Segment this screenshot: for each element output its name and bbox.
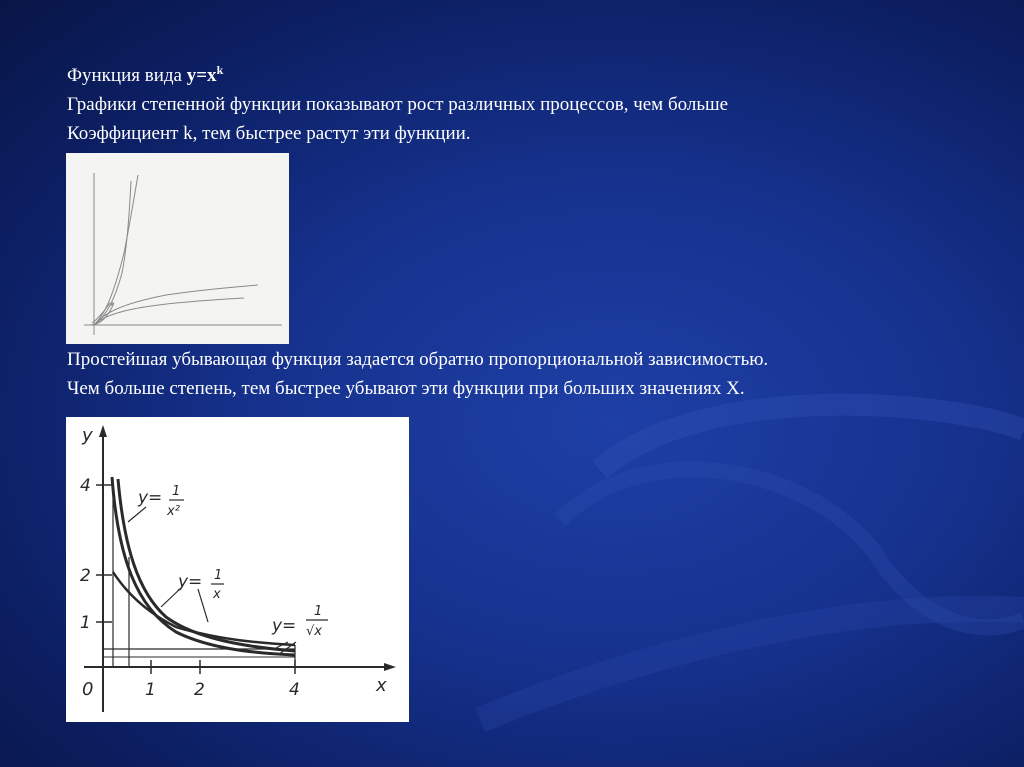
decreasing-line-2: Чем больше степень, тем быстрее убывают эти функции при больших значениях X. bbox=[67, 378, 745, 399]
intro-title bbox=[67, 56, 728, 90]
decreasing-text-block bbox=[67, 345, 768, 403]
svg-text:x²: x² bbox=[167, 504, 180, 519]
intro-title-prefix: Функция вида bbox=[67, 65, 187, 86]
intro-title-formula: y=x bbox=[186, 65, 217, 86]
intro-text-block bbox=[67, 56, 728, 148]
svg-text:x: x bbox=[213, 587, 221, 602]
decreasing-line-1: Простейшая убывающая функция задается обратно пропорциональной зависимостью. bbox=[67, 349, 769, 370]
y-tick-1: 1 bbox=[80, 613, 91, 633]
x-tick-4: 4 bbox=[289, 680, 300, 700]
y-tick-4: 4 bbox=[80, 476, 91, 496]
svg-text:√x: √x bbox=[306, 624, 322, 639]
label-one-over-sqrt-x bbox=[271, 604, 328, 639]
axis-x-label: x bbox=[376, 675, 387, 696]
intro-title-exponent: k bbox=[216, 63, 224, 77]
intro-line-2: Коэффициент k, тем быстрее растут эти функции. bbox=[67, 123, 471, 144]
y-tick-2: 2 bbox=[80, 566, 91, 586]
origin-label: 0 bbox=[82, 679, 94, 700]
x-tick-2: 2 bbox=[194, 680, 205, 700]
inverse-function-graph-image bbox=[66, 417, 409, 722]
axis-y-label: y bbox=[82, 425, 93, 446]
svg-text:1: 1 bbox=[314, 604, 323, 619]
svg-text:y=: y= bbox=[138, 488, 163, 508]
label-one-over-x-squared bbox=[137, 484, 184, 519]
svg-text:y=: y= bbox=[178, 572, 203, 592]
intro-line-1: Графики степенной функции показывают рост различных процессов, чем больше bbox=[67, 94, 729, 115]
svg-text:1: 1 bbox=[214, 568, 223, 583]
svg-text:1: 1 bbox=[172, 484, 181, 499]
svg-text:y=: y= bbox=[272, 616, 297, 636]
power-function-graph-image bbox=[66, 153, 289, 344]
x-tick-1: 1 bbox=[145, 680, 156, 700]
